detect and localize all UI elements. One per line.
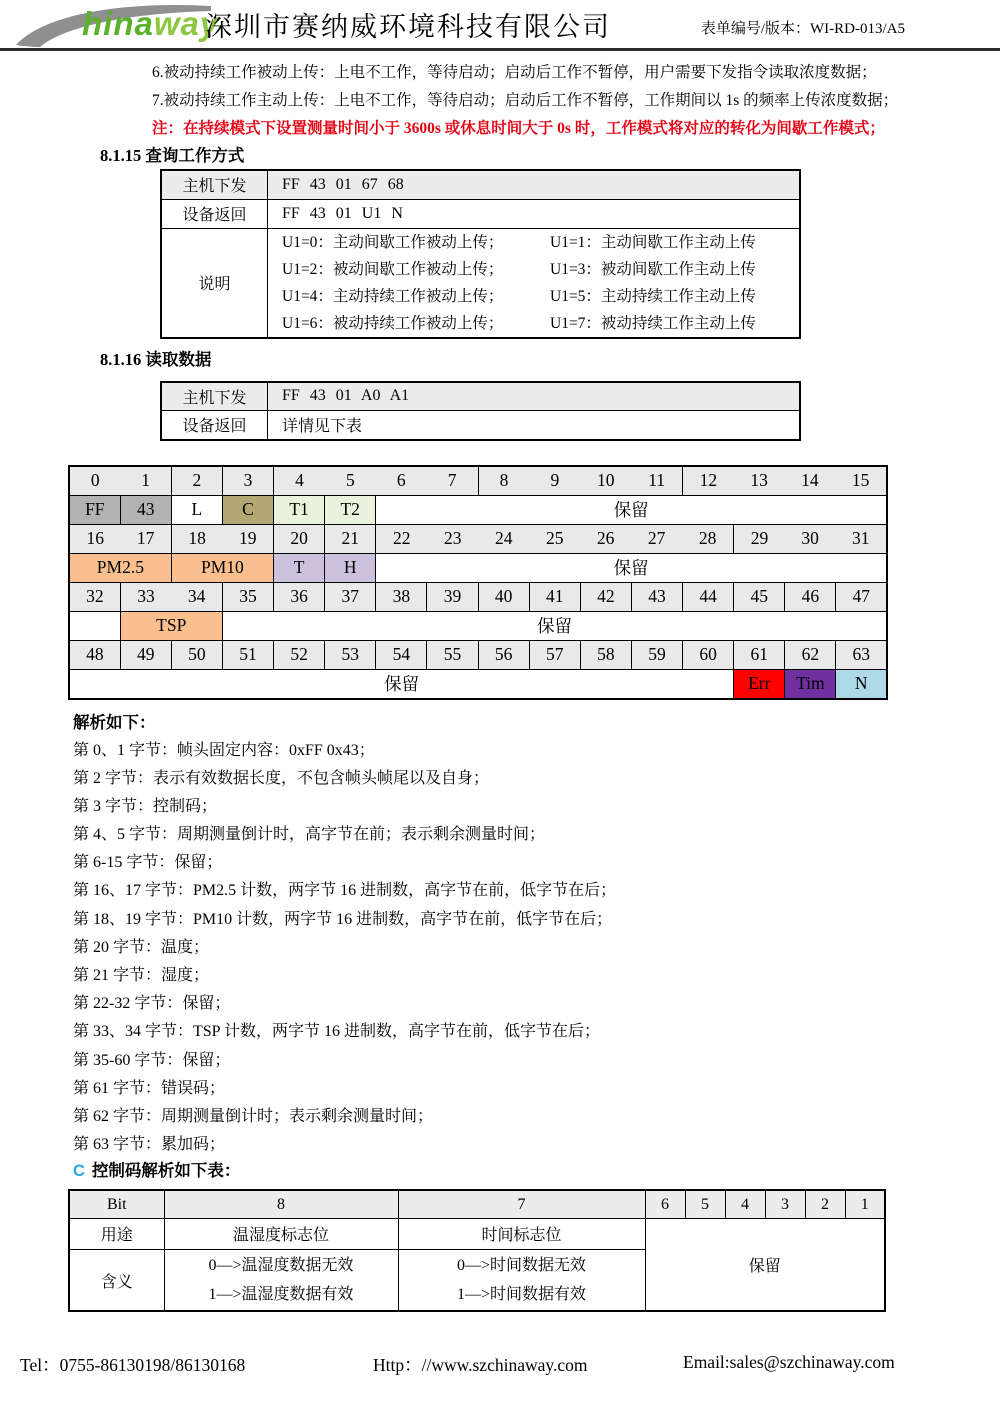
byte-field-cell: C <box>222 495 273 524</box>
meaning-cell <box>398 1249 645 1311</box>
analysis-line: 第 6-15 字节：保留； <box>73 854 223 872</box>
byte-index-cell: 41 <box>529 582 580 611</box>
byte-index-cell: 43 <box>631 582 682 611</box>
byte-field-cell: FF <box>69 495 120 524</box>
row-label: 主机下发 <box>161 170 268 199</box>
row-label: 设备返回 <box>161 199 268 228</box>
byte-index-cell: 20 <box>274 524 325 553</box>
byte-index-cell: 53 <box>325 640 376 669</box>
analysis-line: 第 4、5 字节：周期测量倒计时，高字节在前；表示剩余测量时间； <box>73 826 546 844</box>
intro-line: 7.被动持续工作主动上传：上电不工作，等待启动；启动后工作不暂停，工作期间以 1s 的频率上传浓度数据； <box>152 92 899 109</box>
byte-index-cell: 29 30 31 <box>734 524 887 553</box>
byte-index-cell: 12 13 14 15 <box>683 466 888 496</box>
byte-index-cell: 55 <box>427 640 478 669</box>
footer-website: Http：//www.szchinaway.com <box>373 1355 588 1375</box>
analysis-line: 第 62 字节：周期测量倒计时；表示剩余测量时间； <box>73 1107 434 1125</box>
bit-header-cell: 3 <box>765 1190 805 1218</box>
analysis-line: 第 21 字节：湿度； <box>73 967 210 984</box>
byte-field-cell: 保留 <box>69 669 734 699</box>
footer-tel: Tel：0755-86130198/86130168 <box>20 1355 246 1375</box>
analysis-line: 第 16、17 字节：PM2.5 计数，两字节 16 进制数，高字节在前，低字节在后； <box>73 882 617 900</box>
byte-field-cell: PM10 <box>171 553 273 582</box>
analysis-line: 第 2 字节：表示有效数据长度，不包含帧头帧尾以及自身； <box>73 769 490 787</box>
analysis-line: 第 20 字节：温度； <box>73 938 210 956</box>
bit-header-cell: 6 <box>645 1190 685 1218</box>
byte-index-cell: 63 <box>836 640 887 669</box>
meaning-line: 1—>时间数据有效 <box>456 1286 587 1304</box>
byte-field-cell: N <box>836 669 887 699</box>
doc-code-version: 表单编号/版本：WI-RD-013/A5 <box>700 21 905 37</box>
analysis-line: 第 18、19 字节：PM10 计数，两字节 16 进制数，高字节在前，低字节在后； <box>73 910 613 928</box>
u1-mode-description: U1=2：被动间歇工作被动上传； <box>282 260 504 278</box>
bit-header-cell: 5 <box>685 1190 725 1218</box>
byte-index-cell: 21 <box>325 524 376 553</box>
bit-header-cell: 1 <box>845 1190 885 1218</box>
byte-index-cell: 57 <box>529 640 580 669</box>
byte-index-cell: 16 17 <box>69 524 171 553</box>
analysis-line: 第 35-60 字节：保留； <box>73 1051 231 1069</box>
byte-index-cell: 22 23 24 25 26 27 28 <box>376 524 734 553</box>
byte-index-cell: 39 <box>427 582 478 611</box>
byte-field-cell <box>69 611 120 640</box>
byte-index-cell: 59 <box>631 640 682 669</box>
row-value: FF 43 01 67 68 <box>268 170 801 199</box>
byte-index-cell: 37 <box>325 582 376 611</box>
byte-index-cell: 33 34 <box>120 582 222 611</box>
byte-field-cell: 43 <box>120 495 171 524</box>
byte-index-cell: 4 5 6 7 <box>274 466 479 496</box>
byte-field-cell: T <box>274 553 325 582</box>
row-value: 详情见下表 <box>268 411 801 440</box>
byte-index-cell: 51 <box>222 640 273 669</box>
byte-field-cell: 保留 <box>376 495 887 524</box>
analysis-title: 解析如下： <box>73 712 156 732</box>
byte-index-cell: 35 <box>222 582 273 611</box>
byte-index-cell: 60 <box>683 640 734 669</box>
row-label: 主机下发 <box>161 382 268 411</box>
usage-label: 用途 <box>69 1218 164 1249</box>
control-code-heading-text: 控制码解析如下表： <box>91 1161 241 1181</box>
analysis-line: 第 3 字节：控制码； <box>73 797 218 815</box>
intro-notes <box>152 59 1000 143</box>
page-header <box>0 0 1000 51</box>
bit-header-cell: 8 <box>164 1190 398 1218</box>
byte-analysis <box>73 708 1000 1160</box>
analysis-line: 第 0、1 字节：帧头固定内容：0xFF 0x43； <box>73 741 375 759</box>
logo-wordmark <box>82 4 219 44</box>
page-footer <box>0 1352 1000 1382</box>
byte-index-cell: 40 <box>478 582 529 611</box>
u1-mode-description: U1=5：主动持续工作主动上传 <box>550 287 756 305</box>
byte-index-cell: 54 <box>376 640 427 669</box>
query-work-mode-table <box>160 169 801 339</box>
bit-header-cell: 7 <box>398 1190 645 1218</box>
row-value: FF 43 01 A0 A1 <box>268 382 801 411</box>
byte-field-cell: T2 <box>325 495 376 524</box>
intro-line: 6.被动持续工作被动上传：上电不工作，等待启动；启动后工作不暂停，用户需要下发指令读取浓度数据； <box>152 64 877 81</box>
byte-index-cell: 56 <box>478 640 529 669</box>
byte-index-cell: 48 <box>69 640 120 669</box>
byte-index-cell: 44 <box>683 582 734 611</box>
byte-index-cell: 62 <box>785 640 836 669</box>
u1-mode-description: U1=7：被动持续工作主动上传 <box>550 314 756 332</box>
byte-index-cell: 46 <box>785 582 836 611</box>
logo-hina-text: hina <box>82 5 154 42</box>
meaning-line: 0—>温湿度数据无效 <box>208 1257 354 1275</box>
byte-index-cell: 45 <box>734 582 785 611</box>
footer-email: Email:sales@szchinaway.com <box>683 1352 895 1372</box>
byte-field-cell: PM2.5 <box>69 553 171 582</box>
meaning-label: 含义 <box>69 1249 164 1311</box>
analysis-line: 第 33、34 字节：TSP 计数，两字节 16 进制数，高字节在前，低字节在后； <box>73 1023 600 1041</box>
row-label: 说明 <box>161 228 268 338</box>
byte-index-cell: 52 <box>274 640 325 669</box>
row-value: FF 43 01 U1 N <box>268 199 801 228</box>
byte-field-cell: TSP <box>120 611 222 640</box>
control-code-letter: C <box>73 1162 85 1181</box>
byte-index-cell: 49 <box>120 640 171 669</box>
byte-index-cell: 2 <box>171 466 222 496</box>
byte-index-cell: 42 <box>580 582 631 611</box>
byte-index-cell: 18 19 <box>171 524 273 553</box>
byte-field-cell: H <box>325 553 376 582</box>
byte-index-cell: 38 <box>376 582 427 611</box>
u1-mode-description: U1=4：主动持续工作被动上传； <box>282 287 504 305</box>
u1-mode-description: U1=0：主动间歇工作被动上传； <box>282 233 504 251</box>
analysis-line: 第 22-32 字节：保留； <box>73 995 231 1013</box>
reserved-cell: 保留 <box>645 1218 885 1311</box>
bit-header-cell: 4 <box>725 1190 765 1218</box>
byte-field-cell: 保留 <box>376 553 887 582</box>
byte-index-cell: 58 <box>580 640 631 669</box>
control-bit-table <box>68 1189 886 1312</box>
read-data-table <box>160 381 801 441</box>
u1-description-cell <box>268 228 801 338</box>
byte-field-cell: 保留 <box>222 611 887 640</box>
byte-index-cell: 36 <box>274 582 325 611</box>
usage-cell: 时间标志位 <box>398 1218 645 1249</box>
byte-field-cell: T1 <box>274 495 325 524</box>
row-label: 设备返回 <box>161 411 268 440</box>
u1-mode-description: U1=6：被动持续工作被动上传； <box>282 314 504 332</box>
byte-index-cell: 50 <box>171 640 222 669</box>
byte-index-cell: 47 <box>836 582 887 611</box>
byte-field-cell: Tim <box>785 669 836 699</box>
control-code-heading <box>73 1159 1000 1183</box>
u1-mode-description: U1=1：主动间歇工作主动上传 <box>550 233 756 251</box>
analysis-line: 第 61 字节：错误码； <box>73 1079 226 1097</box>
byte-field-cell: L <box>171 495 222 524</box>
meaning-cell <box>164 1249 398 1311</box>
byte-index-cell: 0 1 <box>69 466 171 496</box>
u1-mode-description: U1=3：被动间歇工作主动上传 <box>550 260 756 278</box>
section-heading-8-1-15: 8.1.15 查询工作方式 <box>100 146 245 165</box>
byte-field-cell: Err <box>734 669 785 699</box>
logo-way-text: way <box>153 5 220 42</box>
analysis-line: 第 63 字节：累加码； <box>73 1136 226 1154</box>
intro-line: 注：在持续模式下设置测量时间小于 3600s 或休息时间大于 0s 时，工作模式将对应的转化为间歇工作模式； <box>152 120 885 137</box>
byte-index-cell: 32 <box>69 582 120 611</box>
bit-header-cell: Bit <box>69 1190 164 1218</box>
byte-map-table <box>68 465 888 700</box>
usage-cell: 温湿度标志位 <box>164 1218 398 1249</box>
company-name: 深圳市赛纳威环境科技有限公司 <box>205 12 611 42</box>
bit-header-cell: 2 <box>805 1190 845 1218</box>
meaning-line: 0—>时间数据无效 <box>456 1257 587 1275</box>
meaning-line: 1—>温湿度数据有效 <box>208 1286 354 1304</box>
section-heading-8-1-16: 8.1.16 读取数据 <box>100 349 212 369</box>
byte-index-cell: 3 <box>222 466 273 496</box>
byte-index-cell: 8 9 10 11 <box>478 466 683 496</box>
byte-index-cell: 61 <box>734 640 785 669</box>
